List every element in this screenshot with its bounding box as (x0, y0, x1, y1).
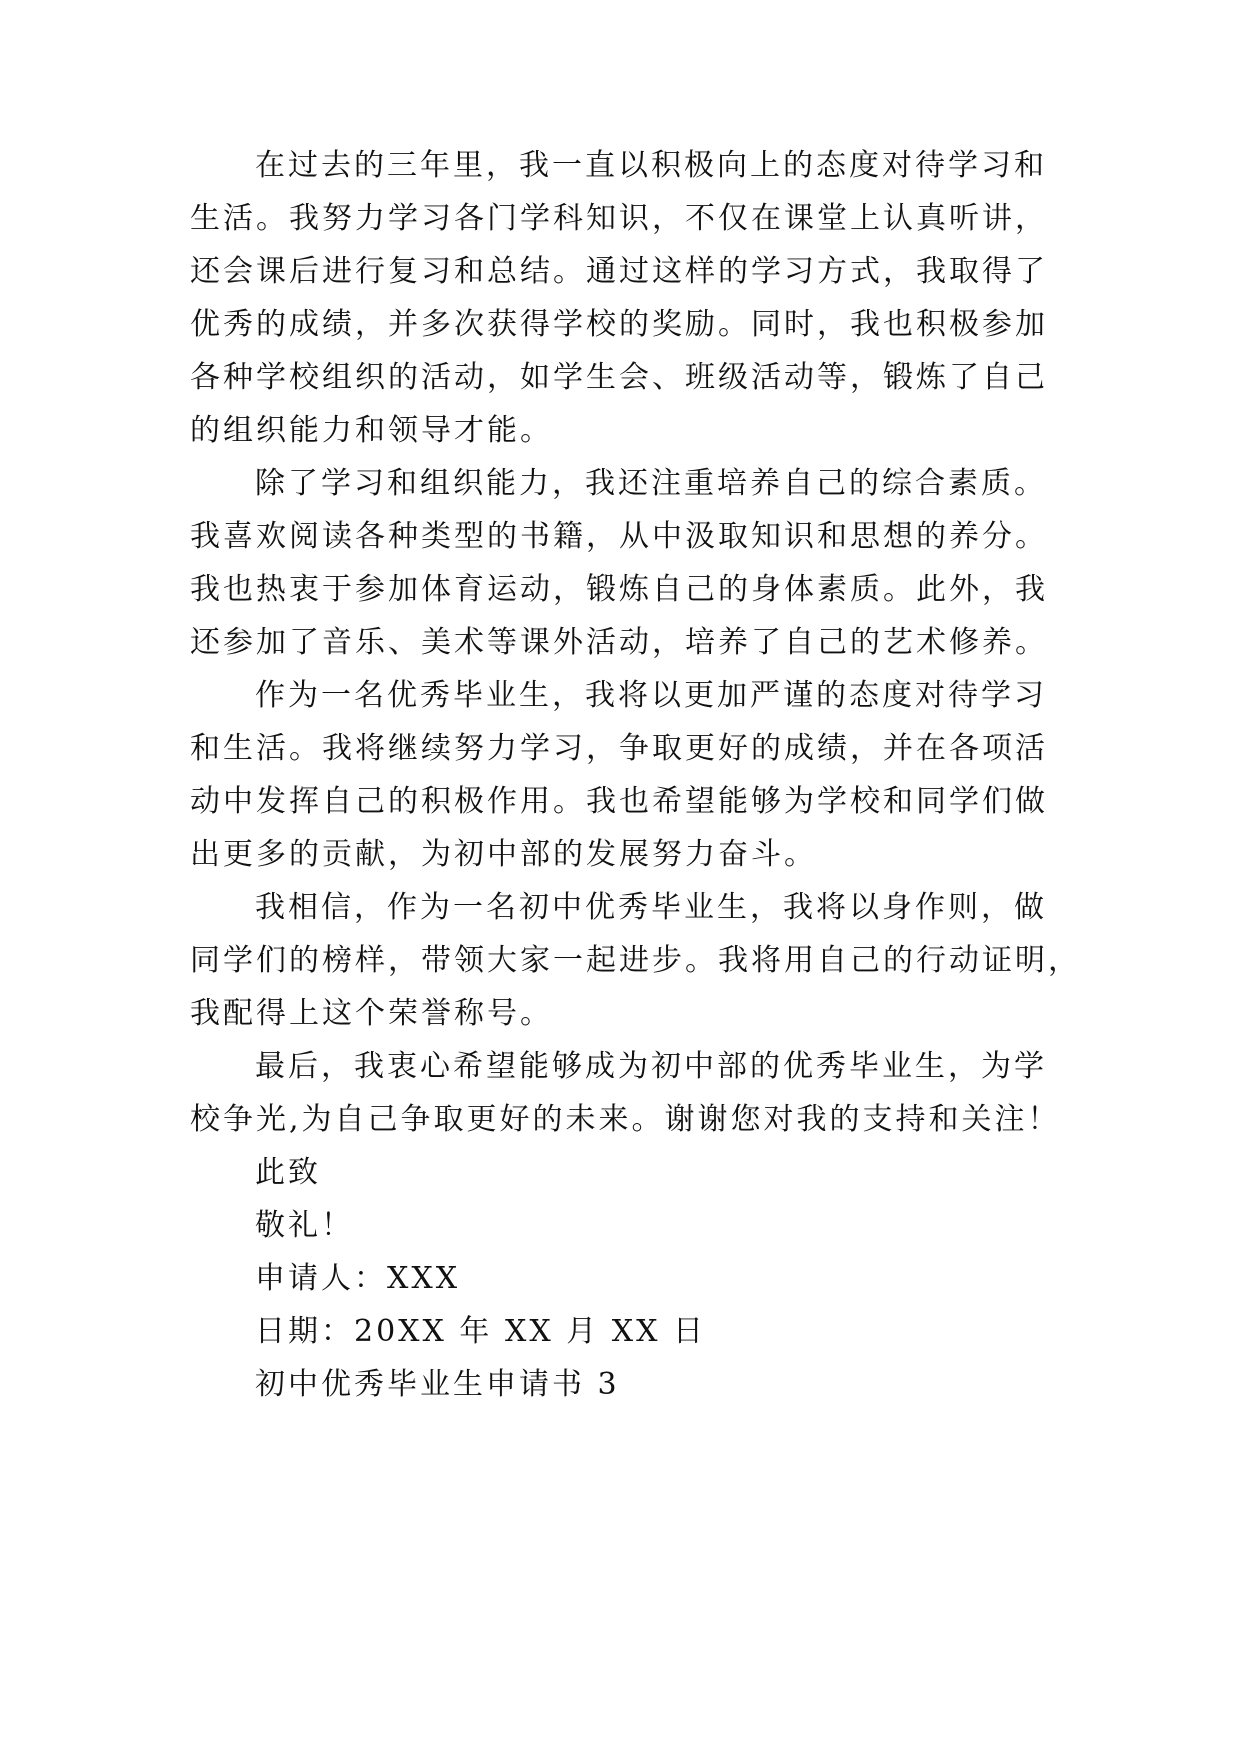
paragraph-3-line-4: 出更多的贡献，为初中部的发展努力奋斗。 (190, 837, 817, 872)
paragraph-2-line-4: 还参加了音乐、美术等课外活动，培养了自己的艺术修养。 (190, 625, 1048, 660)
paragraph-4-line-2: 同学们的榜样，带领大家一起进步。我将用自己的行动证明， (190, 943, 1081, 978)
closing-regards: 敬礼！ (255, 1208, 354, 1243)
paragraph-5-line-2: 校争光,为自己争取更好的未来。谢谢您对我的支持和关注！ (190, 1102, 1061, 1137)
paragraph-1-line-2: 生活。我努力学习各门学科知识，不仅在课堂上认真听讲， (190, 201, 1048, 236)
paragraph-2-line-2: 我喜欢阅读各种类型的书籍，从中汲取知识和思想的养分。 (190, 519, 1048, 554)
paragraph-1-line-6: 的组织能力和领导才能。 (190, 413, 553, 448)
paragraph-5-line-1: 最后，我衷心希望能够成为初中部的优秀毕业生，为学 (255, 1049, 1047, 1084)
paragraph-3-line-3: 动中发挥自己的积极作用。我也希望能够为学校和同学们做 (190, 784, 1048, 819)
paragraph-4-line-3: 我配得上这个荣誉称号。 (190, 996, 553, 1031)
paragraph-2-line-1: 除了学习和组织能力，我还注重培养自己的综合素质。 (255, 466, 1047, 501)
paragraph-3-line-2: 和生活。我将继续努力学习，争取更好的成绩，并在各项活 (190, 731, 1048, 766)
paragraph-4-line-1: 我相信，作为一名初中优秀毕业生，我将以身作则，做 (255, 890, 1047, 925)
closing-salutation: 此致 (255, 1155, 321, 1190)
paragraph-1-line-3: 还会课后进行复习和总结。通过这样的学习方式，我取得了 (190, 254, 1048, 289)
paragraph-3-line-1: 作为一名优秀毕业生，我将以更加严谨的态度对待学习 (255, 678, 1047, 713)
paragraph-2-line-3: 我也热衷于参加体育运动，锻炼自己的身体素质。此外，我 (190, 572, 1048, 607)
application-date: 日期：20XX 年 XX 月 XX 日 (255, 1314, 706, 1349)
paragraph-1-line-1: 在过去的三年里，我一直以积极向上的态度对待学习和 (255, 148, 1047, 183)
applicant-name: 申请人：XXX (255, 1261, 461, 1296)
paragraph-1-line-4: 优秀的成绩，并多次获得学校的奖励。同时，我也积极参加 (190, 307, 1048, 342)
paragraph-1-line-5: 各种学校组织的活动，如学生会、班级活动等，锻炼了自己 (190, 360, 1048, 395)
next-section-title: 初中优秀毕业生申请书 3 (255, 1367, 620, 1402)
